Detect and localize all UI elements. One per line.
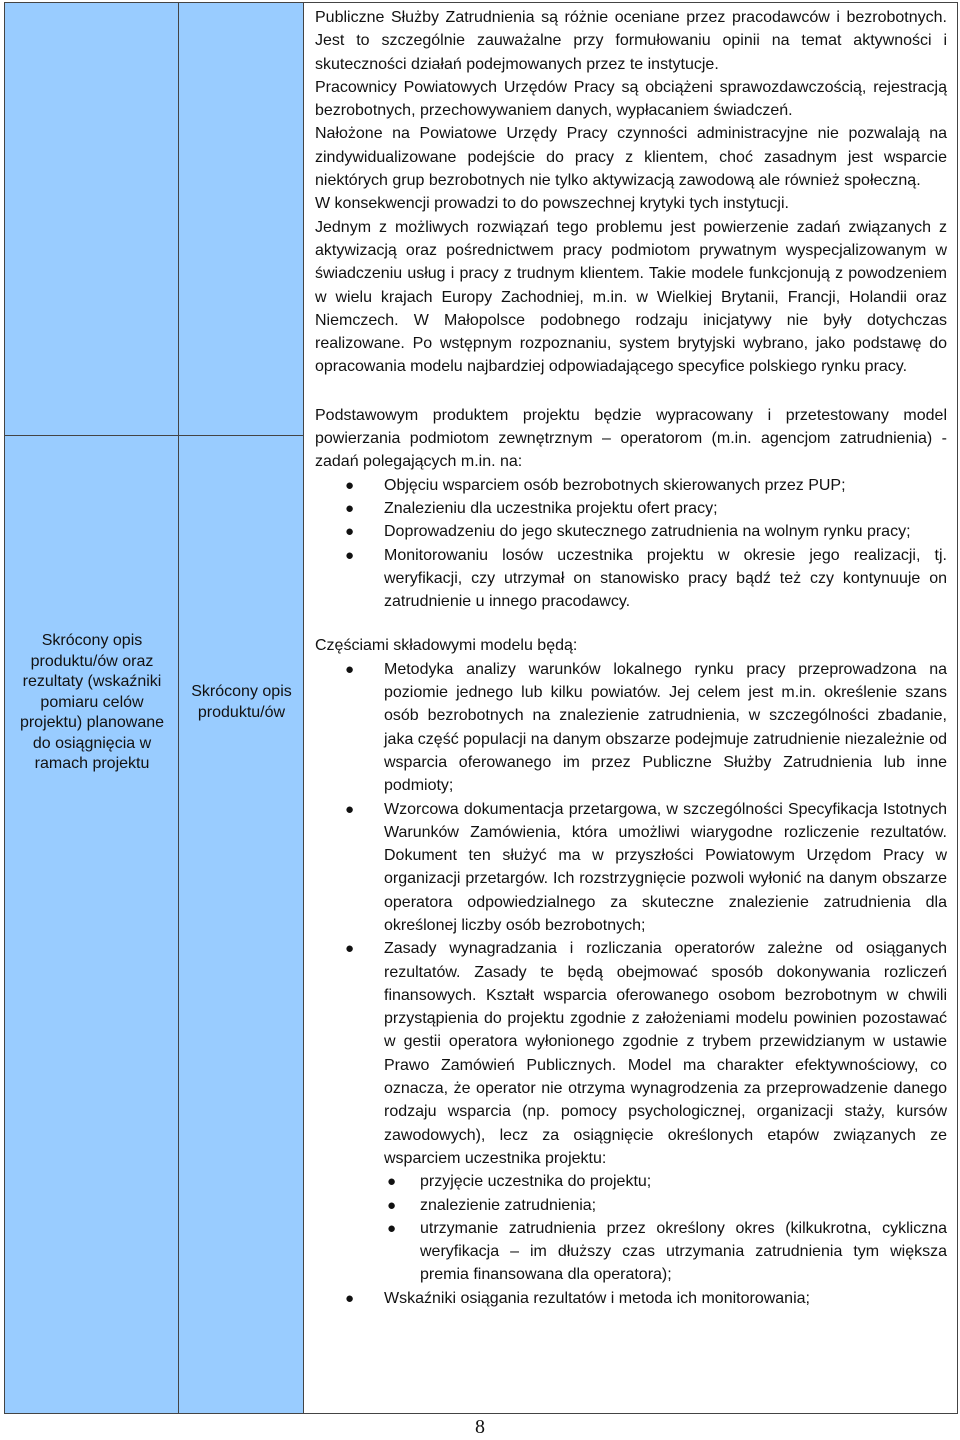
bullet-icon: ●: [387, 1173, 397, 1191]
bullet-icon: ●: [345, 476, 355, 494]
bullet-icon: ●: [345, 499, 355, 517]
list-item: ● Monitorowaniu losów uczestnika projektu w okresie jego realizacji, tj. weryfikacji, czy utrzymał on stanowisko pracy bądź też czy kontynuuje on zatrudnienie u innego pracodawcy.: [315, 544, 947, 614]
row-divider: [5, 435, 304, 436]
bullet-icon: ●: [387, 1196, 397, 1214]
list-item: ● przyjęcie uczestnika do projektu;: [384, 1170, 947, 1193]
list-item: ● Doprowadzeniu do jego skutecznego zatrudnienia na wolnym rynku pracy;: [315, 520, 947, 543]
paragraph: Publiczne Służby Zatrudnienia są różnie oceniane przez pracodawców i bezrobotnych. Jest to szczególnie zauważalne przy formułowaniu opinii na temat aktywności i skuteczności działań podejmowanych przez te instytucje.: [315, 9, 947, 73]
list-item: ● utrzymanie zatrudnienia przez określony okres (kilkukrotna, cykliczna weryfikacja – im dłuższy czas utrzymania zatrudnienia tym większa premia finansowana dla operatora);: [384, 1217, 947, 1287]
bullet-icon: ●: [345, 660, 355, 678]
paragraph: Nałożone na Powiatowe Urzędy Pracy czynności administracyjne nie pozwalają na zindywidualizowane podejście do pracy z klientem, choć zasadnym jest wsparcie niektórych grup bezrobotnych nie tylko aktywizacją zawodową ale również społeczną.: [315, 125, 947, 190]
list-item: ● Wskaźniki osiągania rezultatów i metoda ich monitorowania;: [315, 1287, 947, 1310]
paragraph: Jednym z możliwych rozwiązań tego problemu jest powierzenie zadań związanych z aktywizacją oraz pośrednictwem pracy podmiotom prywatnym wyspecjalizowanym w świadczeniu usług i pracy z trudnym klientem. Takie modele funkcjonują z powodzeniem w wielu krajach Europy Zachodniej, m.in. w Wielkiej Brytanii, Francji, Holandii oraz Niemczech. W Małopolsce podobnego rodzaju inicjatywy nie były dotychczas realizowane. Po wstępnym rozpoznaniu, system brytyjski wybrano, jako podstawę do opracowania modelu najbardziej odpowiadającego specyfice polskiego rynku pracy.: [315, 218, 947, 376]
parts-intro: Częściami składowymi modelu będą:: [315, 637, 578, 655]
bullet-icon: ●: [345, 1289, 355, 1307]
section-label: Skrócony opis produktu/ów oraz rezultaty (wskaźniki pomiaru celów projektu) planowane do osiągnięcia w ramach projektu: [19, 632, 165, 772]
list-item: ● Wzorcowa dokumentacja przetargowa, w szczególności Specyfikacja Istotnych Warunków Zamówienia, która umożliwi wiarygodne rozliczenie rezultatów. Dokument ten służyć ma w przyszłości Powiatowym Urzędom Pracy w organizacji przetargów. Ich rozstrzygnięcie pozwoli wyłonić na danym obszarze operatora odpowiedzialnego za skuteczne znalezienie zatrudnienia dla określonej liczby osób bezrobotnych;: [315, 798, 947, 938]
product-intro: Podstawowym produktem projektu będzie wypracowany i przetestowany model powierzania podmiotom zewnętrznym – operatorom (m.in. agencjom zatrudnienia) - zadań polegających m.in. na:: [315, 406, 947, 471]
bullet-icon: ●: [387, 1219, 397, 1237]
list-item: ● Metodyka analizy warunków lokalnego rynku pracy przeprowadzona na poziomie jednego lub kilku powiatów. Jej celem jest m.in. określenie szans osób bezrobotnych na znalezienie zatrudnienia, w szczególności zbadanie, jaka część populacji na danym obszarze podejmuje zatrudnienie niezależnie od wsparcia oferowanego im przez Publiczne Służby Zatrudnienia lub inne podmioty;: [315, 658, 947, 798]
list-item: ● Objęciu wsparciem osób bezrobotnych skierowanych przez PUP;: [315, 474, 947, 497]
product-list: [315, 474, 947, 614]
paragraph: W konsekwencji prowadzi to do powszechnej krytyki tych instytucji.: [315, 195, 789, 213]
bullet-icon: ●: [345, 546, 355, 564]
page-number: 8: [475, 1416, 485, 1438]
bullet-icon: ●: [345, 523, 355, 541]
list-item: ● Zasady wynagradzania i rozliczania operatorów zależne od osiąganych rezultatów. Zasady te będą obejmować sposób dokonywania rozliczeń finansowych. Kształt wsparcia oferowanego osobom bezrobotnym w chwili przystąpienia do projektu zgodnie z założeniami modelu powinien pozostawać w gestii operatora wyłonionego zgodnie z trybem przewidzianym w ustawie Prawo Zamówień Publicznych. Model ma charakter efektywnościowy, co oznacza, że operator nie otrzyma wynagrodzenia za przeprowadzenie danego rodzaju wsparcia (np. pomocy psychologicznej, organizacji staży, kursów zawodowych), lecz za osiągnięcie określonych etapów związanych ze wsparciem uczestnika projektu: ● przyjęcie uczestnika do projektu; ● znalezienie zatrudnienia; ● utrzymanie zatrudnienia przez określony okres (kilkukrotna, cykliczna weryfikacja – im dłuższy czas utrzymania zatrudnienia tym większa premia finansowana dla operatora);: [315, 937, 947, 1286]
list-item: ● znalezienie zatrudnienia;: [384, 1194, 947, 1217]
content-cell: [315, 6, 947, 1310]
paragraph: Pracownicy Powiatowych Urzędów Pracy są obciążeni sprawozdawczością, rejestracją bezrobotnych, przechowywaniem danych, wypłacaniem świadczeń.: [315, 78, 947, 120]
parts-list: [315, 658, 947, 1310]
bullet-icon: ●: [345, 940, 355, 958]
stage-list: [384, 1170, 947, 1286]
subsection-label: Skrócony opis produktu/ów: [191, 683, 292, 721]
list-item: ● Znalezieniu dla uczestnika projektu ofert pracy;: [315, 497, 947, 520]
bullet-icon: ●: [345, 800, 355, 818]
